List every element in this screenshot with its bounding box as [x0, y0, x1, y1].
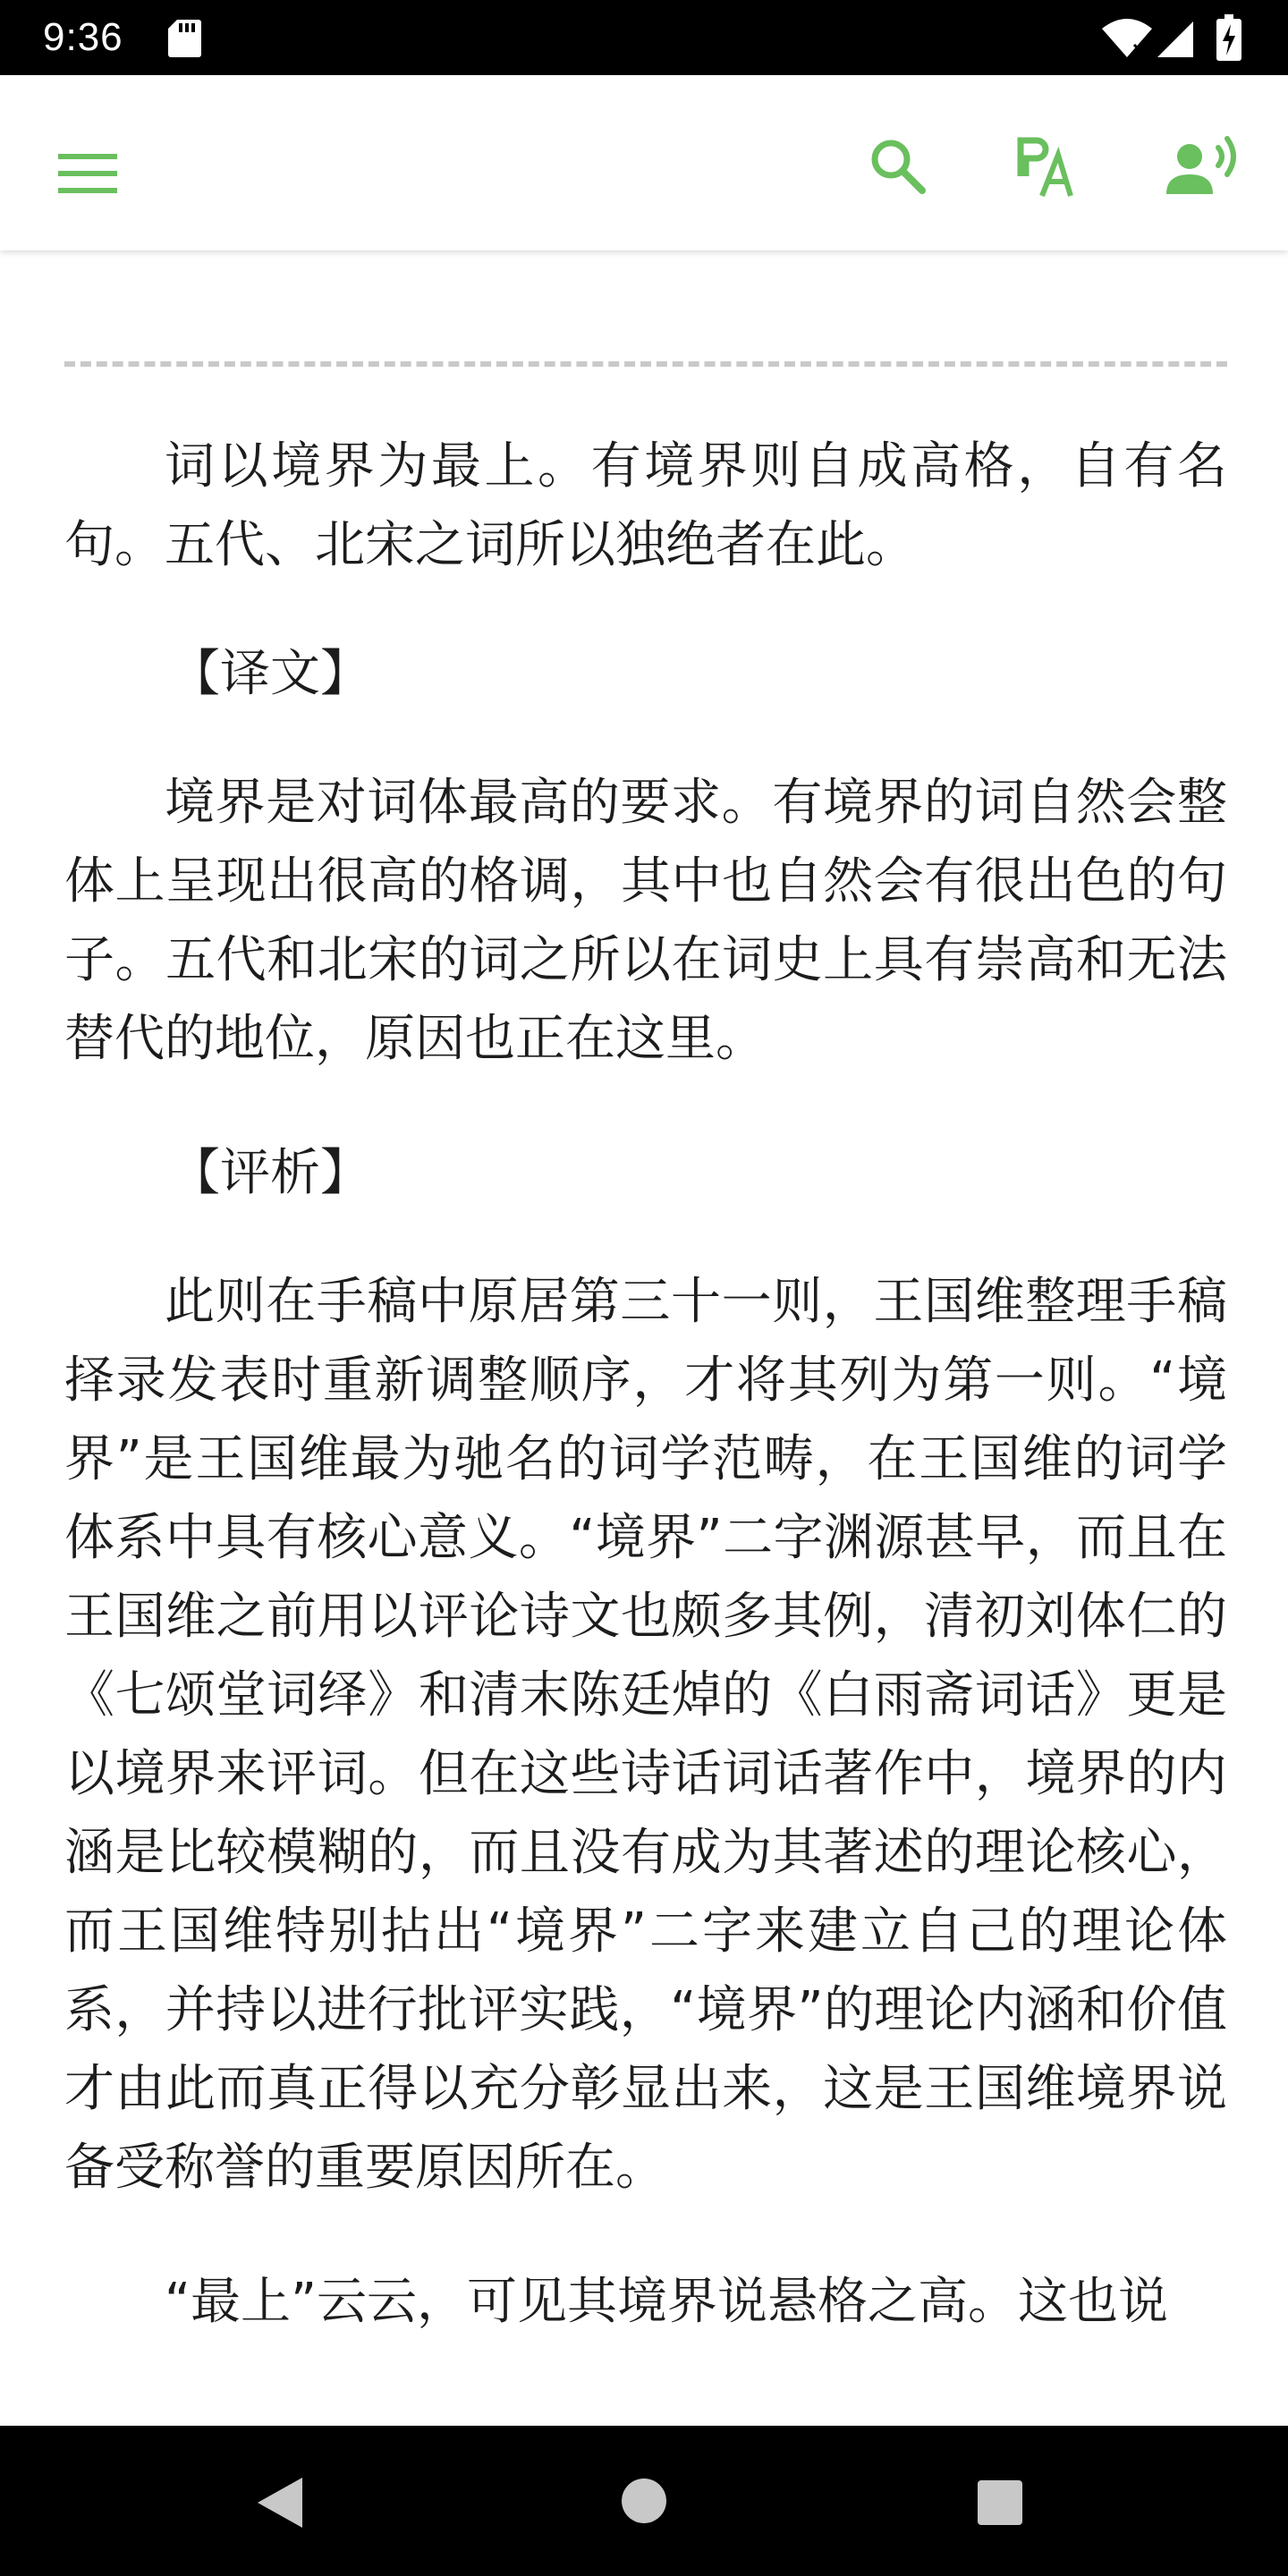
continued-paragraph: “最上”云云，可见其境界说悬格之高。这也说 [165, 2273, 1169, 2331]
home-icon[interactable] [621, 2478, 667, 2524]
font-size-button[interactable] [1005, 123, 1091, 209]
recents-icon[interactable] [977, 2479, 1023, 2526]
status-bar [0, 0, 1288, 75]
original-paragraph: 词以境界为最上。有境界则自成高格，自有名句。五代、北宋之词所以独绝者在此。 [64, 437, 1227, 574]
reading-content[interactable] [64, 428, 1227, 2422]
menu-icon [58, 152, 117, 195]
menu-button[interactable] [45, 131, 131, 216]
voice-read-icon [1166, 135, 1240, 198]
system-nav-bar [0, 2426, 1288, 2576]
font-size-icon [1017, 135, 1080, 198]
search-button[interactable] [855, 123, 941, 209]
analysis-label: 【评析】 [170, 1144, 370, 1202]
back-icon[interactable] [252, 2474, 309, 2531]
dashed-divider [64, 361, 1227, 367]
app-toolbar [0, 75, 1288, 250]
translation-paragraph: 境界是对词体最高的要求。有境界的词自然会整体上呈现出很高的格调，其中也自然会有很出色的句子。五代和北宋的词之所以在词史上具有崇高和无法替代的地位，原因也正在这里。 [64, 774, 1227, 1068]
translation-label: 【译文】 [170, 645, 370, 703]
wifi-icon [1100, 18, 1154, 59]
signal-icon [1156, 18, 1195, 59]
status-time: 9:36 [43, 15, 123, 59]
sd-card-icon [166, 18, 202, 59]
voice-read-button[interactable] [1154, 123, 1252, 209]
search-icon [869, 137, 928, 196]
battery-icon [1216, 14, 1241, 61]
analysis-paragraph: 此则在手稿中原居第三十一则，王国维整理手稿择录发表时重新调整顺序，才将其列为第一则。“境界”是王国维最为驰名的词学范畴，在王国维的词学体系中具有核心意义。“境界”二字渊源甚早，而且在王国维之前用以评论诗文也颇多其例，清初刘体仁的《七颂堂词绎》和清末陈廷焯的《白雨斋词话》更是以境界来评词。但在这些诗话词话著作中，境界的内涵是比较模糊的，而且没有成为其著述的理论核心，而王国维特别拈出“境界”二字来建立自己的理论体系，并持以进行批评实践，“境界”的理论内涵和价值才由此而真正得以充分彰显出来，这是王国维境界说备受称誉的重要原因所在。 [64, 1273, 1227, 2197]
